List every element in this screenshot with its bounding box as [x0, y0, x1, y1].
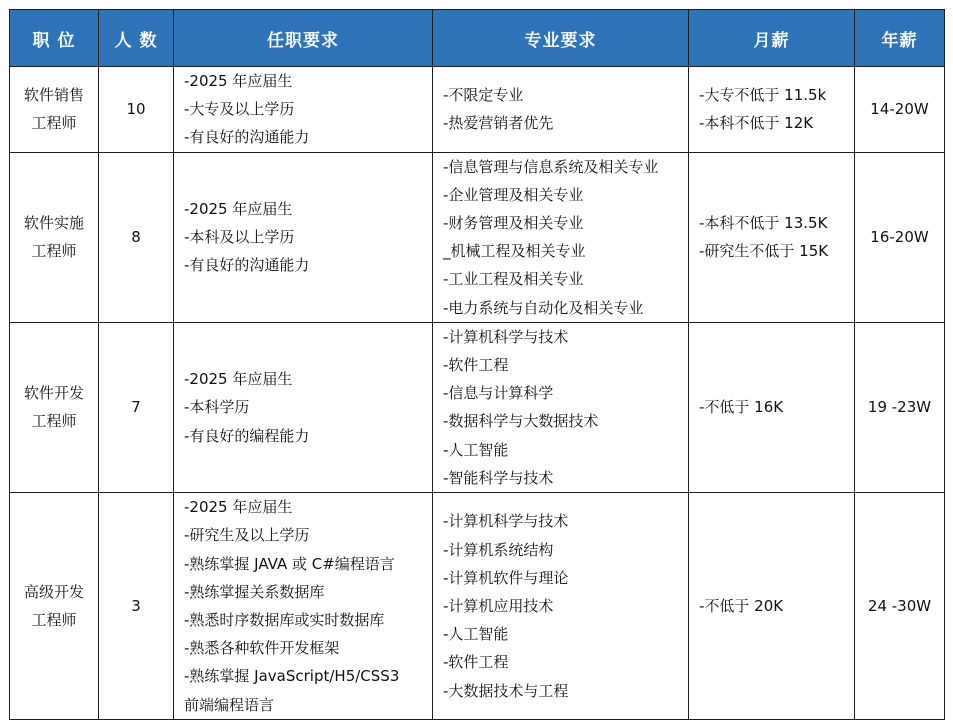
position-name-line: 软件销售 — [23, 86, 84, 105]
monthly-item: -不低于 16K — [699, 398, 784, 417]
table-row — [10, 67, 945, 153]
major-item: -信息与计算科学 — [443, 384, 554, 403]
major-item: -计算机系统结构 — [443, 540, 554, 559]
position-cell — [10, 322, 99, 492]
header-annual: 年薪 — [855, 10, 945, 67]
position-cell — [10, 67, 99, 153]
count-cell: 7 — [99, 322, 174, 492]
position-cell — [10, 152, 99, 322]
major-cell — [433, 493, 689, 720]
major-item: -电力系统与自动化及相关专业 — [443, 298, 644, 317]
annual-cell: 19 -23W — [855, 322, 945, 492]
requirement-item: -2025 年应届生 — [184, 498, 293, 517]
requirement-item: -2025 年应届生 — [184, 370, 293, 389]
requirement-item: -本科及以上学历 — [184, 228, 295, 247]
major-cell — [433, 152, 689, 322]
requirement-item: -大专及以上学历 — [184, 100, 295, 119]
header-row — [10, 10, 945, 67]
requirement-item: -熟练掌握关系数据库 — [184, 582, 325, 601]
requirement-item: 前端编程语言 — [184, 695, 275, 714]
major-item: -软件工程 — [443, 653, 509, 672]
requirement-item: -有良好的沟通能力 — [184, 256, 310, 275]
monthly-item: -研究生不低于 15K — [699, 242, 829, 261]
major-cell — [433, 322, 689, 492]
requirement-item: -熟悉各种软件开发框架 — [184, 639, 340, 658]
count-cell: 10 — [99, 67, 174, 153]
requirements-cell — [174, 493, 433, 720]
table-row — [10, 322, 945, 492]
table-row — [10, 152, 945, 322]
position-name-line: 软件实施 — [23, 214, 84, 233]
monthly-cell — [689, 67, 855, 153]
annual-cell: 16-20W — [855, 152, 945, 322]
requirements-cell — [174, 152, 433, 322]
header-requirements: 任职要求 — [174, 10, 433, 67]
job-table — [9, 9, 945, 720]
requirement-item: -有良好的沟通能力 — [184, 128, 310, 147]
requirement-item: -熟练掌握 JavaScript/H5/CSS3 — [184, 667, 400, 686]
requirement-item: -2025 年应届生 — [184, 199, 293, 218]
requirements-cell — [174, 322, 433, 492]
major-item: -智能科学与技术 — [443, 468, 554, 487]
monthly-item: -本科不低于 13.5K — [699, 214, 828, 233]
monthly-item: -不低于 20K — [699, 596, 784, 615]
requirement-item: -熟悉时序数据库或实时数据库 — [184, 611, 385, 630]
monthly-item: -大专不低于 11.5k — [699, 86, 827, 105]
requirements-cell — [174, 67, 433, 153]
major-cell — [433, 67, 689, 153]
annual-cell: 24 -30W — [855, 493, 945, 720]
major-item: -数据科学与大数据技术 — [443, 412, 599, 431]
position-name-line: 工程师 — [31, 611, 77, 630]
header-major: 专业要求 — [433, 10, 689, 67]
major-item: _机械工程及相关专业 — [443, 242, 586, 261]
requirement-item: -有良好的编程能力 — [184, 426, 310, 445]
monthly-item: -本科不低于 12K — [699, 114, 814, 133]
major-item: -人工智能 — [443, 440, 509, 459]
requirement-item: -2025 年应届生 — [184, 72, 293, 90]
major-item: -计算机应用技术 — [443, 596, 554, 615]
position-name-line: 高级开发 — [23, 583, 84, 602]
header-position: 职 位 — [10, 10, 99, 67]
header-monthly: 月薪 — [689, 10, 855, 67]
header-count: 人 数 — [99, 10, 174, 67]
table-row — [10, 493, 945, 720]
major-item: -大数据技术与工程 — [443, 681, 569, 700]
monthly-cell — [689, 152, 855, 322]
major-item: -工业工程及相关专业 — [443, 270, 584, 289]
major-item: -计算机科学与技术 — [443, 327, 569, 346]
major-item: -财务管理及相关专业 — [443, 214, 584, 233]
major-item: -人工智能 — [443, 625, 509, 644]
position-cell — [10, 493, 99, 720]
major-item: -热爱营销者优先 — [443, 114, 554, 133]
major-item: -软件工程 — [443, 356, 509, 375]
count-cell: 8 — [99, 152, 174, 322]
monthly-cell — [689, 493, 855, 720]
requirement-item: -本科学历 — [184, 398, 250, 417]
requirement-item: -研究生及以上学历 — [184, 526, 310, 545]
monthly-cell — [689, 322, 855, 492]
position-name-line: 工程师 — [31, 114, 77, 133]
major-item: -计算机软件与理论 — [443, 568, 569, 587]
major-item: -企业管理及相关专业 — [443, 185, 584, 204]
position-name-line: 工程师 — [31, 412, 77, 431]
count-cell: 3 — [99, 493, 174, 720]
major-item: -不限定专业 — [443, 86, 524, 105]
position-name-line: 工程师 — [31, 242, 77, 261]
major-item: -计算机科学与技术 — [443, 512, 569, 531]
annual-cell: 14-20W — [855, 67, 945, 153]
major-item: -信息管理与信息系统及相关专业 — [443, 157, 659, 176]
requirement-item: -熟练掌握 JAVA 或 C#编程语言 — [184, 554, 395, 573]
position-name-line: 软件开发 — [23, 384, 84, 403]
